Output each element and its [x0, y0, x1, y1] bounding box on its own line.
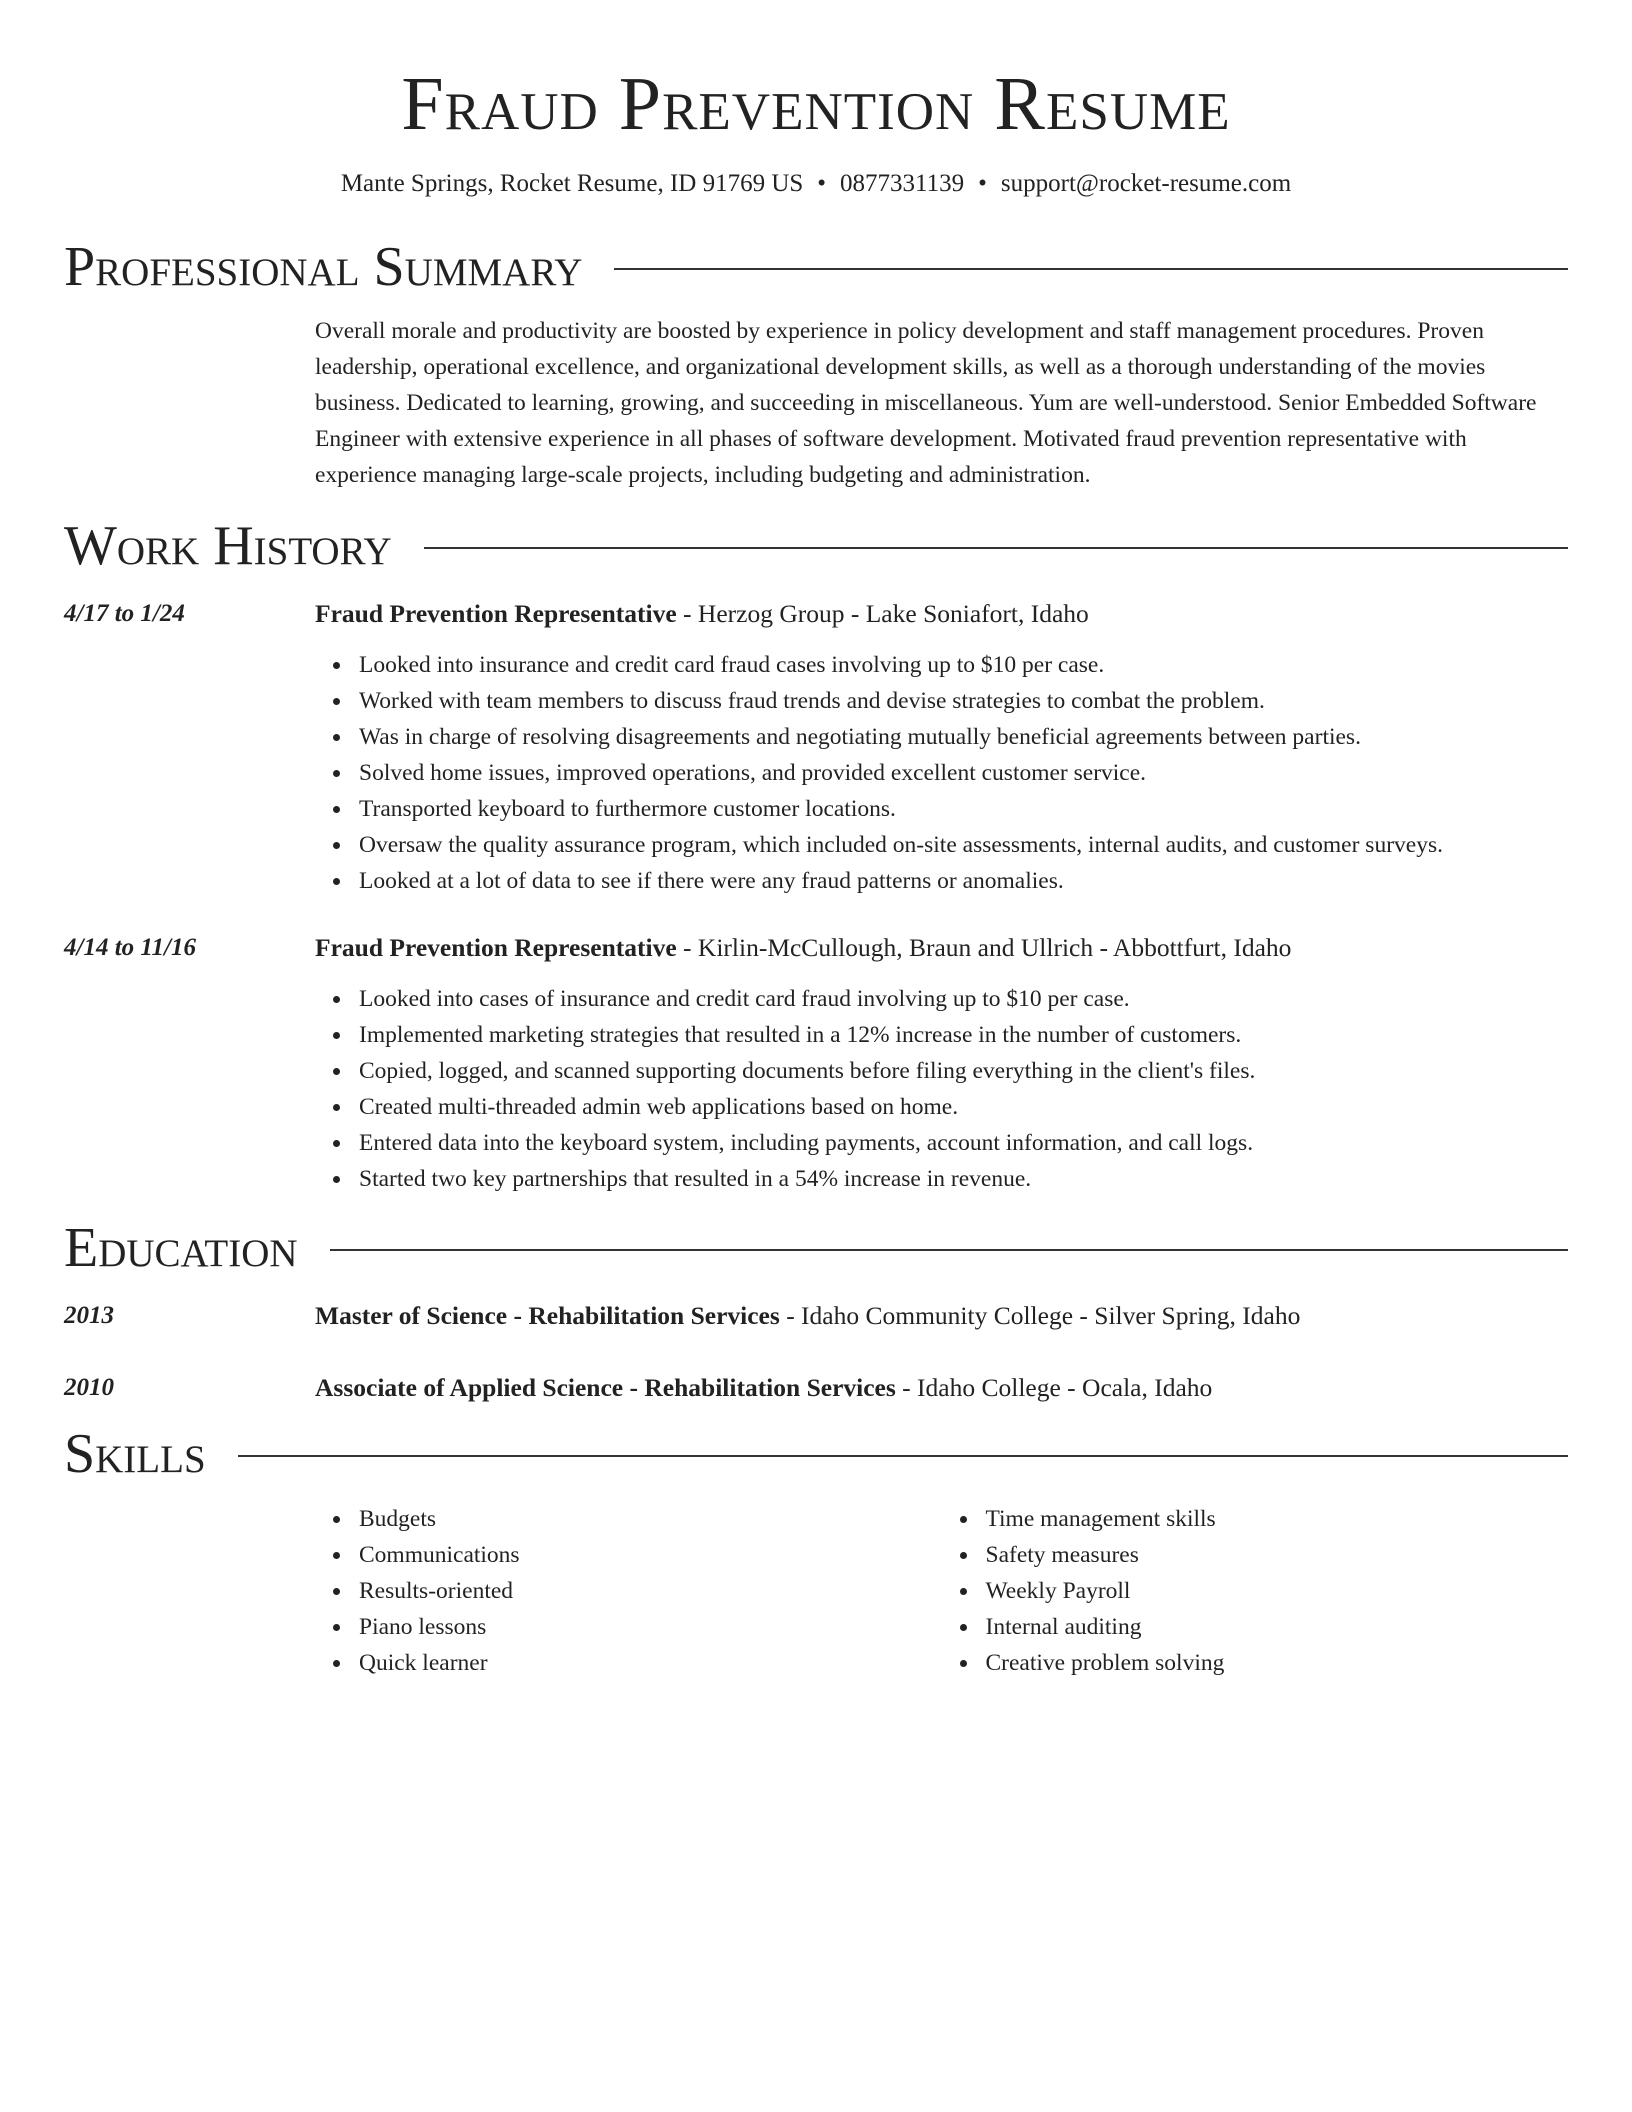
skills-section-header	[64, 1425, 1568, 1483]
job-bullet: Created multi-threaded admin web applications based on home.	[359, 1089, 1568, 1125]
summary-text: Overall morale and productivity are boosted by experience in policy development and staff management procedures. Proven leadership, operational excellence, and organizational development skills, as well as a thorough understanding of the movies business. Dedicated to learning, growing, and succeeding in miscellaneous. Yum are well-understood. Senior Embedded Software Engineer with extensive experience in all phases of software development. Motivated fraud prevention representative with experience managing large-scale projects, including budgeting and administration.	[315, 318, 1537, 488]
skills-list	[315, 1501, 1568, 1681]
education-section-title: Education	[64, 1217, 298, 1279]
section-divider	[614, 268, 1568, 270]
job-bullet: Transported keyboard to furthermore customer locations.	[359, 791, 1568, 827]
job-dates: 4/14 to 11/16	[64, 934, 196, 961]
contact-separator: •	[978, 170, 987, 197]
skill-item: Time management skills	[986, 1501, 1569, 1537]
skills-column-left	[315, 1501, 942, 1681]
resume-title: Fraud Prevention Resume	[401, 62, 1231, 146]
skills-section-title: Skills	[64, 1423, 206, 1485]
skill-item: Results-oriented	[359, 1573, 942, 1609]
job-bullet: Looked into cases of insurance and credit card fraud involving up to $10 per case.	[359, 981, 1568, 1017]
education-entry	[64, 1371, 1568, 1405]
work-section-header	[64, 517, 1568, 575]
education-year: 2013	[64, 1302, 114, 1329]
job-details: - Herzog Group - Lake Soniafort, Idaho	[676, 599, 1089, 628]
contact-address: Mante Springs, Rocket Resume, ID 91769 US	[340, 170, 804, 197]
job-entry	[64, 931, 1568, 1197]
skills-column-right	[942, 1501, 1569, 1681]
skill-item: Weekly Payroll	[986, 1573, 1569, 1609]
education-heading	[315, 1371, 1568, 1405]
section-divider	[424, 547, 1568, 549]
skill-item: Budgets	[359, 1501, 942, 1537]
contact-email: support@rocket-resume.com	[1000, 170, 1292, 197]
education-details: - Idaho College - Ocala, Idaho	[895, 1373, 1213, 1402]
education-entry	[64, 1299, 1568, 1333]
education-degree: Master of Science - Rehabilitation Services	[315, 1301, 780, 1330]
job-role: Fraud Prevention Representative	[315, 933, 677, 962]
skill-item: Communications	[359, 1537, 942, 1573]
job-bullet: Was in charge of resolving disagreements and negotiating mutually beneficial agreements between parties.	[359, 719, 1568, 755]
job-heading	[315, 597, 1568, 631]
job-entry	[64, 597, 1568, 899]
job-heading	[315, 931, 1568, 965]
education-heading	[315, 1299, 1568, 1333]
contact-separator: •	[817, 170, 827, 197]
summary-section-title: Professional Summary	[64, 236, 583, 298]
job-bullet: Looked at a lot of data to see if there were any fraud patterns or anomalies.	[359, 863, 1568, 899]
section-divider	[238, 1455, 1568, 1457]
job-bullet-list	[315, 981, 1568, 1197]
job-dates: 4/17 to 1/24	[64, 600, 185, 627]
section-divider	[330, 1249, 1568, 1251]
job-bullet: Oversaw the quality assurance program, which included on-site assessments, internal audits, and customer surveys.	[359, 827, 1568, 863]
job-bullet-list	[315, 647, 1568, 899]
contact-line	[64, 168, 1568, 200]
skill-item: Internal auditing	[986, 1609, 1569, 1645]
job-bullet: Implemented marketing strategies that resulted in a 12% increase in the number of customers.	[359, 1017, 1568, 1053]
job-bullet: Copied, logged, and scanned supporting documents before filing everything in the client's files.	[359, 1053, 1568, 1089]
contact-phone: 0877331139	[840, 170, 965, 197]
job-bullet: Looked into insurance and credit card fraud cases involving up to $10 per case.	[359, 647, 1568, 683]
education-section-header	[64, 1219, 1568, 1277]
education-year: 2010	[64, 1374, 114, 1401]
work-section-title: Work History	[64, 515, 392, 577]
job-bullet: Worked with team members to discuss fraud trends and devise strategies to combat the problem.	[359, 683, 1568, 719]
job-details: - Kirlin-McCullough, Braun and Ullrich - Abbottfurt, Idaho	[676, 933, 1292, 962]
skill-item: Quick learner	[359, 1645, 942, 1681]
skill-item: Piano lessons	[359, 1609, 942, 1645]
job-bullet: Solved home issues, improved operations, and provided excellent customer service.	[359, 755, 1568, 791]
education-degree: Associate of Applied Science - Rehabilitation Services	[315, 1373, 896, 1402]
summary-section-header	[64, 238, 1568, 296]
job-bullet: Started two key partnerships that resulted in a 54% increase in revenue.	[359, 1161, 1568, 1197]
job-role: Fraud Prevention Representative	[315, 599, 677, 628]
education-details: - Idaho Community College - Silver Spring, Idaho	[779, 1301, 1301, 1330]
job-bullet: Entered data into the keyboard system, including payments, account information, and call logs.	[359, 1125, 1568, 1161]
skill-item: Safety measures	[986, 1537, 1569, 1573]
skill-item: Creative problem solving	[986, 1645, 1569, 1681]
